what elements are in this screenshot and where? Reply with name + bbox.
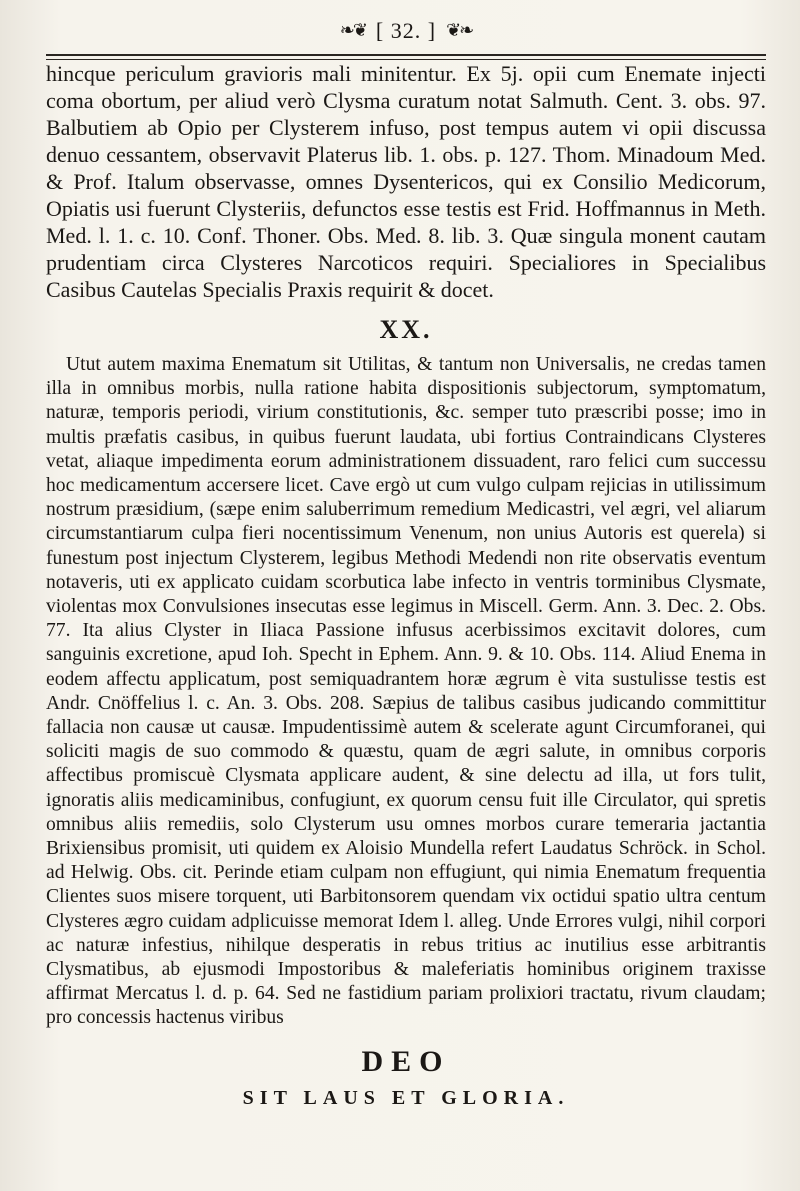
ornament-left-icon: ❧❦: [339, 20, 366, 40]
ornament-right-icon: ❦❧: [446, 20, 473, 40]
header-rule: [46, 54, 766, 56]
header-rule-thin: [46, 59, 766, 60]
page-header: [46, 14, 766, 60]
section-heading: XX.: [379, 315, 433, 344]
page-number: [ 32. ]: [375, 18, 437, 43]
paragraph-continuation: hincque periculum gravioris mali minitentur. Ex 5j. opii cum Enemate injecti coma obortum, per aliud verò Clysma curatum notat Salmuth. Cent. 3. obs. 97. Balbutiem ab Opio per Clysterem infuso, post tempus autem vi opii discussa denuo cessantem, observavit Platerus lib. 1. obs. p. 127. Thom. Minadoum Med. & Prof. Italum observasse, omnes Dysentericos, qui ex Consilio Medicorum, Opiatis usi fuerunt Clysteriis, defunctos esse testis est Frid. Hoffmannus in Meth. Med. l. 1. c. 10. Conf. Thoner. Obs. Med. 8. lib. 3. Quæ singula monent cautam prudentiam circa Clysteres Narcoticos requiri. Specialiores in Specialibus Casibus Cautelas Specialis Praxis requirit & docet.: [46, 61, 766, 302]
doxology: SIT LAUS ET GLORIA.: [242, 1086, 570, 1109]
closing-word: DEO: [361, 1044, 451, 1078]
paragraph-section-xx: Utut autem maxima Enematum sit Utilitas, & tantum non Universalis, ne credas tamen illa in omnibus morbis, nulla ratione habita dispositionis subjectorum, symptomatum, naturæ, temporis periodi, virium constitutionis, &c. semper tuto præscribi posse; imo in multis præfatis casibus, in quibus fuerunt laudata, ubi fortius Contraindicans Clysteres vetat, aliaque impedimenta eorum administrationem dissuadent, raro felici cum successu hoc medicamentum accersere licet. Cave ergò ut cum vulgo culpam rejicias in utilissimum nostrum præsidium, (sæpe enim saluberrimum remedium Medicastri, vel ægri, vel aliarum circumstantiarum culpa fieri nocentissimum Venenum, non unius Autoris est querela) si funestum post injectum Clysterem, legibus Methodi Medendi non rite observatis eventum notaveris, uti ex applicato cuidam scorbutica labe infecto in ventris torminibus Clysmate, violentas mox Convulsiones insecutas esse legimus in Miscell. Germ. Ann. 3. Dec. 2. Obs. 77. Ita alius Clyster in Iliaca Passione infusus acerbissimos excitavit dolores, cum sanguinis excretione, apud Ioh. Specht in Ephem. Ann. 9. & 10. Obs. 114. Aliud Enema in eodem affectu applicatum, post semiquadrantem horæ ægrum è vita sustulisse testis est Andr. Cnöffelius l. c. An. 3. Obs. 208. Sæpius de talibus casibus judicando committitur fallacia non causæ ut causæ. Impudentissimè autem & scelerate agunt Circumforanei, qui soliciti magis de suo commodo & quæstu, quam de ægri salute, in omnibus corporis affectibus promiscuè Clysmata applicare audent, & sine delectu ad illa, ut fors tulit, ignoratis aliis medicaminibus, confugiunt, ex quorum censu fuit ille Circulator, qui spretis omnibus aliis remediis, solo Clysterum usu omnes morbos curare temeraria jactantia Brixiensibus promisit, uti quidem ex Aloisio Mundella refert Laudatus Schröck. in Schol. ad Helwig. Obs. cit. Perinde etiam culpam non effugiunt, qui nimia Enematum frequentia Clientes suos misere torquent, uti Barbitonsorem quendam vix octidui spatio ultra centum Clysteres ægro cuidam adplicuisse memorat Idem l. alleg. Unde Errores vulgi, nihil corpori ac naturæ infestius, nihilque desperatis in rebus tritius ac inutilius esse arbitrantis Clysmatibus, ab ejusmodi Impostoribus & maleferiatis hominibus originem traxisse affirmat Mercatus l. d. p. 64. Sed ne fastidium pariam prolixiori tractatu, rivum claudam; pro concessis hactenus viribus: [46, 354, 766, 1029]
